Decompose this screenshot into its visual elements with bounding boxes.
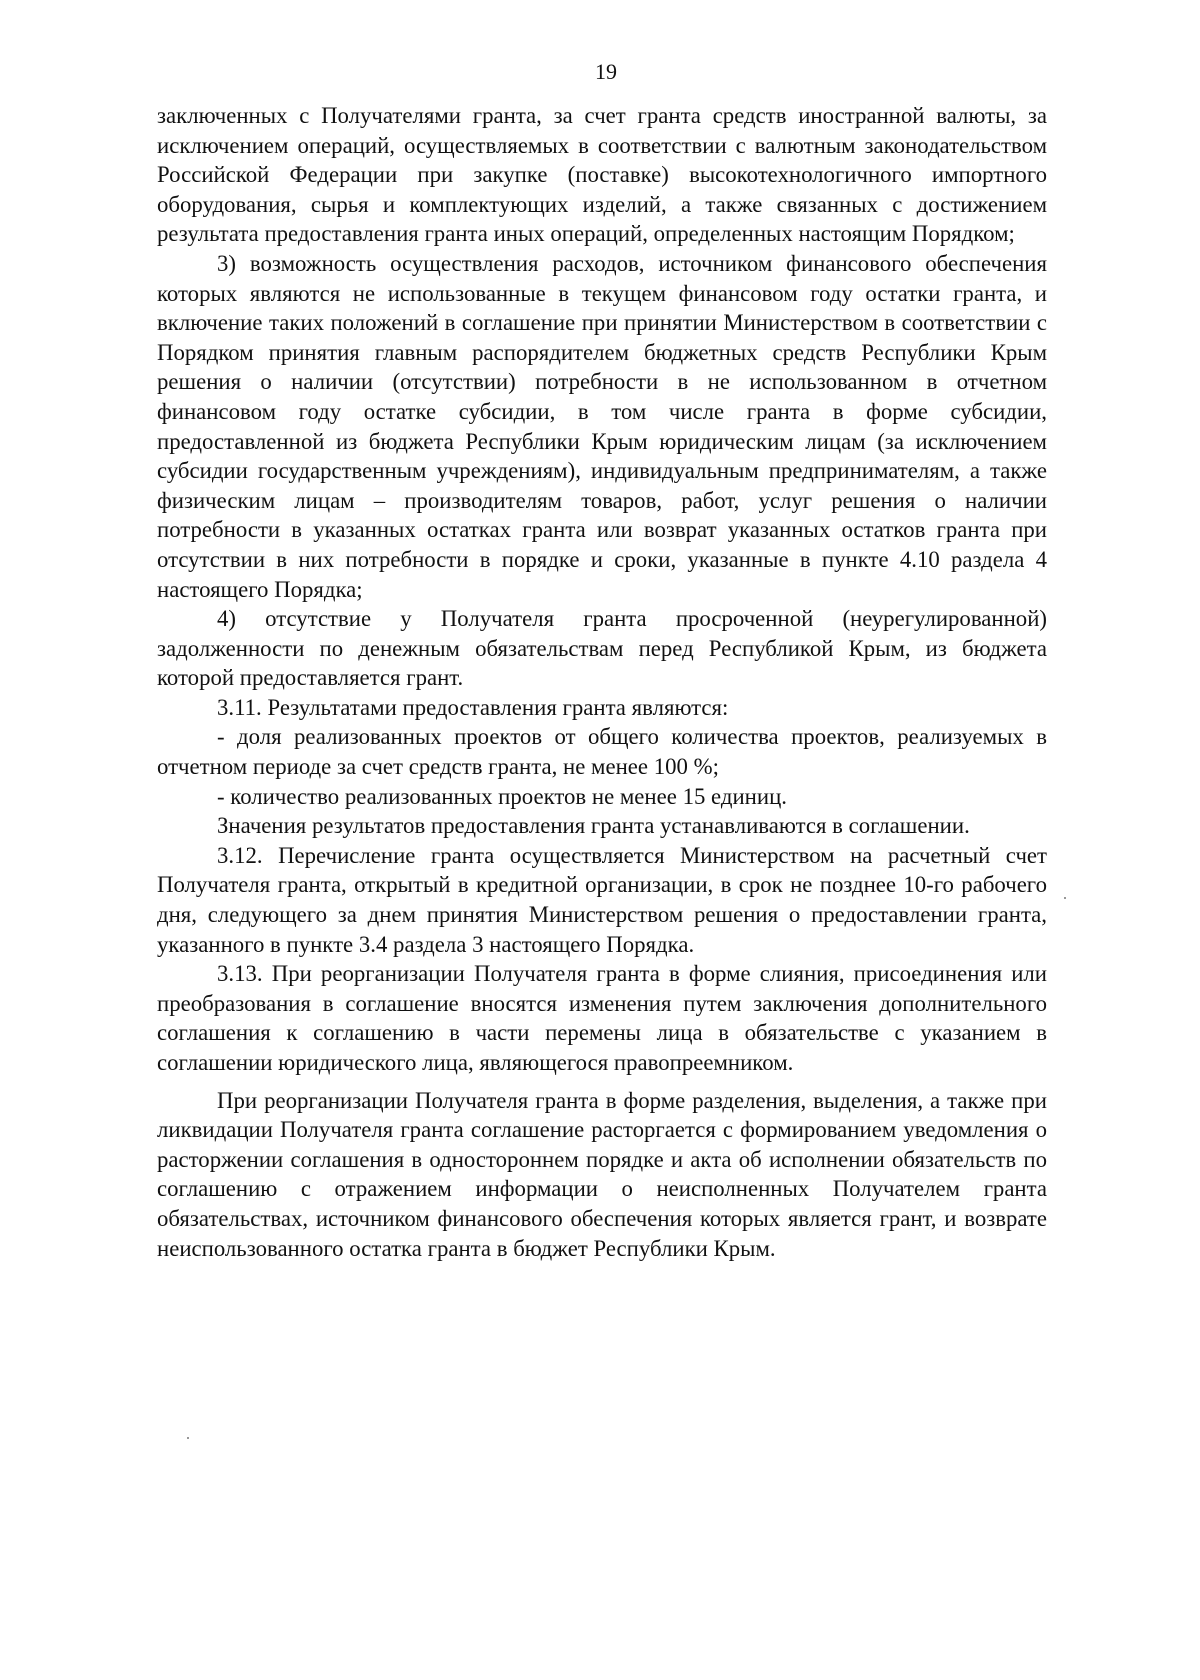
paragraph-3-11: 3.11. Результатами предоставления гранта являются:: [217, 694, 729, 720]
paragraph-item-3: 3) возможность осуществления расходов, источником финансового обеспечения которых являются не использованные в текущем финансовом году остатки гранта, и включение таких положений в соглашение при принятии Министерством в соответствии с Порядком принятия главным распорядителем бюджетных средств Республики Крым решения о наличии (отсутствии) потребности в не использованном в отчетном финансовом году остатке субсидии, в том числе гранта в форме субсидии, предоставленной из бюджета Республики Крым юридическим лицам (за исключением субсидии государственным учреждениям), индивидуальным предпринимателям, а также физическим лицам – производителям товаров, работ, услуг решения о наличии потребности в указанных остатках гранта или возврат указанных остатков гранта при отсутствии в них потребности в порядке и сроки, указанные в пункте 4.10 раздела 4 настоящего Порядка;: [157, 250, 1047, 602]
result-item-count: - количество реализованных проектов не менее 15 единиц.: [217, 783, 787, 809]
paragraph-3-13: 3.13. При реорганизации Получателя гранта в форме слияния, присоединения или преобразования в соглашение вносятся изменения путем заключения дополнительного соглашения к соглашению в части перемены лица в обязательстве с указанием в соглашении юридического лица, являющегося правопреемником.: [157, 961, 1047, 1075]
paragraph-continuation: заключенных с Получателями гранта, за счет гранта средств иностранной валюты, за исключением операций, осуществляемых в соответствии с валютным законодательством Российской Федерации при закупке (поставке) высокотехнологичного импортного оборудования, сырья и комплектующих изделий, а также связанных с достижением результата предоставления гранта иных операций, определенных настоящим Порядком;: [157, 103, 1047, 247]
paragraph-3-12: 3.12. Перечисление гранта осуществляется Министерством на расчетный счет Получателя гранта, открытый в кредитной организации, в срок не позднее 10-го рабочего дня, следующего за днем принятия Министерством решения о предоставлении гранта, указанного в пункте 3.4 раздела 3 настоящего Порядка.: [157, 842, 1047, 957]
paragraph-reorganization: При реорганизации Получателя гранта в форме разделения, выделения, а также при ликвидации Получателя гранта соглашение расторгается с формированием уведомления о расторжении соглашения в одностороннем порядке и акта об исполнении обязательств по соглашению с отражением информации о неисполненных Получателем гранта обязательствах, источником финансового обеспечения которых является грант, и возврате неиспользованного остатка гранта в бюджет Республики Крым.: [157, 1087, 1047, 1261]
result-item-share: - доля реализованных проектов от общего количества проектов, реализуемых в отчетном периоде за счет средств гранта, не менее 100 %;: [157, 724, 1047, 780]
paragraph-result-values: Значения результатов предоставления гранта устанавливаются в соглашении.: [217, 813, 970, 839]
page-number: 19: [595, 59, 617, 84]
scan-speck: [1064, 897, 1066, 899]
paragraph-item-4: 4) отсутствие у Получателя гранта просроченной (неурегулированной) задолженности по денежным обязательствам перед Республикой Крым, из бюджета которой предоставляется грант.: [157, 606, 1047, 691]
document-body: [157, 101, 1047, 1263]
scan-speck: [187, 1437, 189, 1439]
